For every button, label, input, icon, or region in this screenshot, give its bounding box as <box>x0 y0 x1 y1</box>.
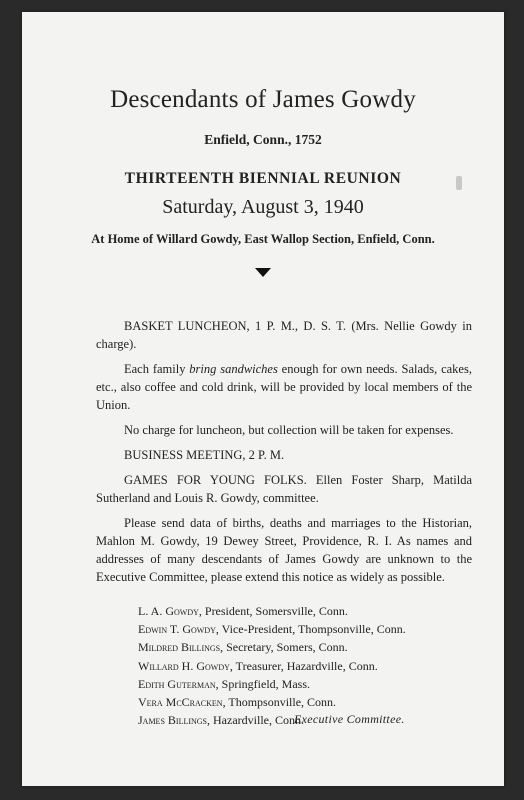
origin-line: Enfield, Conn., 1752 <box>204 132 322 147</box>
triangle-ornament-icon <box>255 268 271 277</box>
family-paragraph <box>96 360 472 414</box>
historian-paragraph: Please send data of births, deaths and marriages to the Historian, Mahlon M. Gowdy, 19 Dewey Street, Providence, R. I. As names and addresses of many descendants of James Gowdy are unknown to the Executive Committee, please extend this notice as widely as possible. <box>96 516 472 584</box>
officer-detail: , Vice-President, Thompsonville, Conn. <box>215 622 406 637</box>
officer-detail: , Treasurer, Hazardville, Conn. <box>229 658 378 673</box>
officer-detail: , Secretary, Somers, Conn. <box>220 640 348 655</box>
officer-name: Vera McCracken <box>138 695 223 710</box>
reunion-location: At Home of Willard Gowdy, East Wallop Section, Enfield, Conn. <box>91 232 435 246</box>
officer-name: Willard H. Gowdy <box>138 658 230 673</box>
officer-name: Edwin T. Gowdy <box>138 622 216 637</box>
flyer-page <box>22 12 504 786</box>
notice-body <box>96 317 472 593</box>
officer-detail: , President, Somersville, Conn. <box>198 604 348 618</box>
officer-name: Edith Guterman <box>138 676 216 691</box>
page-title: Descendants of James Gowdy <box>110 86 416 113</box>
officer-name: L. A. Gowdy <box>138 604 199 618</box>
reunion-heading: THIRTEENTH BIENNIAL REUNION <box>124 170 402 187</box>
business-paragraph: BUSINESS MEETING, 2 P. M. <box>124 448 285 462</box>
officer-row <box>138 638 478 656</box>
officers-list <box>138 602 478 729</box>
officer-name: James Billings <box>138 713 208 728</box>
games-paragraph: GAMES FOR YOUNG FOLKS. Ellen Foster Sharp, Matilda Sutherland and Louis R. Gowdy, committee. <box>96 473 472 505</box>
officer-row <box>138 620 478 638</box>
reunion-date: Saturday, August 3, 1940 <box>162 196 364 218</box>
officer-row <box>138 657 478 675</box>
officer-row <box>138 602 478 620</box>
luncheon-paragraph: BASKET LUNCHEON, 1 P. M., D. S. T. (Mrs. Nellie Gowdy in charge). <box>96 319 472 351</box>
officer-detail: , Thompsonville, Conn. <box>222 695 337 710</box>
officer-detail: , Springfield, Mass. <box>215 676 310 691</box>
officer-name: Mildred Billings <box>138 640 221 655</box>
charge-paragraph: No charge for luncheon, but collection will be taken for expenses. <box>124 423 454 437</box>
officer-row <box>138 693 478 711</box>
family-text-end: enough for own needs. Salads, cakes, etc., also coffee and cold drink, will be provided by local members of the Union. <box>96 362 472 412</box>
officer-row <box>138 675 478 693</box>
officer-detail: , Hazardville, Conn. <box>207 713 304 728</box>
family-text-start: Each family <box>124 362 190 376</box>
committee-signature: Executive Committee. <box>294 712 405 726</box>
family-text-emphasis: bring sandwiches <box>189 362 278 376</box>
